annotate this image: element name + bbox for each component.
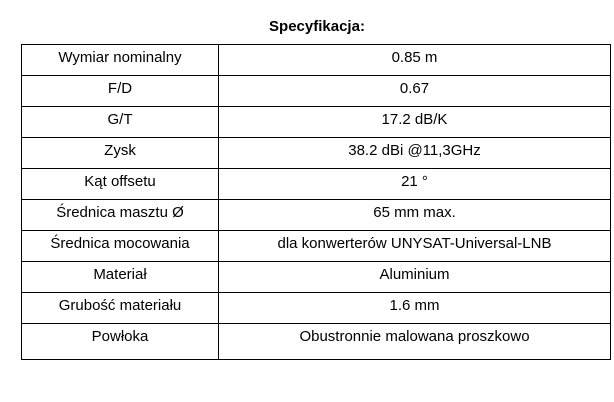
- table-row: [22, 200, 611, 231]
- spec-value: 38.2 dBi @11,3GHz: [219, 138, 611, 169]
- table-row: [22, 76, 611, 107]
- spec-label: Wymiar nominalny: [22, 45, 219, 76]
- spec-label: F/D: [22, 76, 219, 107]
- table-row: [22, 231, 611, 262]
- spec-label: Powłoka: [22, 324, 219, 360]
- spec-label: Zysk: [22, 138, 219, 169]
- table-row: [22, 324, 611, 360]
- spec-value: dla konwerterów UNYSAT-Universal-LNB: [219, 231, 611, 262]
- table-row: [22, 138, 611, 169]
- spec-value: Aluminium: [219, 262, 611, 293]
- spec-value: 65 mm max.: [219, 200, 611, 231]
- spec-title: Specyfikacja:: [269, 18, 365, 35]
- spec-value: 0.85 m: [219, 45, 611, 76]
- spec-label: Grubość materiału: [22, 293, 219, 324]
- table-row: [22, 45, 611, 76]
- spec-value: 1.6 mm: [219, 293, 611, 324]
- spec-value: 21 °: [219, 169, 611, 200]
- spec-value: Obustronnie malowana proszkowo: [219, 324, 611, 360]
- spec-label: Kąt offsetu: [22, 169, 219, 200]
- table-row: [22, 293, 611, 324]
- spec-label: Średnica mocowania: [22, 231, 219, 262]
- table-row: [22, 169, 611, 200]
- spec-label: Średnica masztu Ø: [22, 200, 219, 231]
- spec-value: 17.2 dB/K: [219, 107, 611, 138]
- spec-label: Materiał: [22, 262, 219, 293]
- table-row: [22, 262, 611, 293]
- table-row: [22, 107, 611, 138]
- spec-table: [21, 44, 611, 360]
- spec-value: 0.67: [219, 76, 611, 107]
- spec-label: G/T: [22, 107, 219, 138]
